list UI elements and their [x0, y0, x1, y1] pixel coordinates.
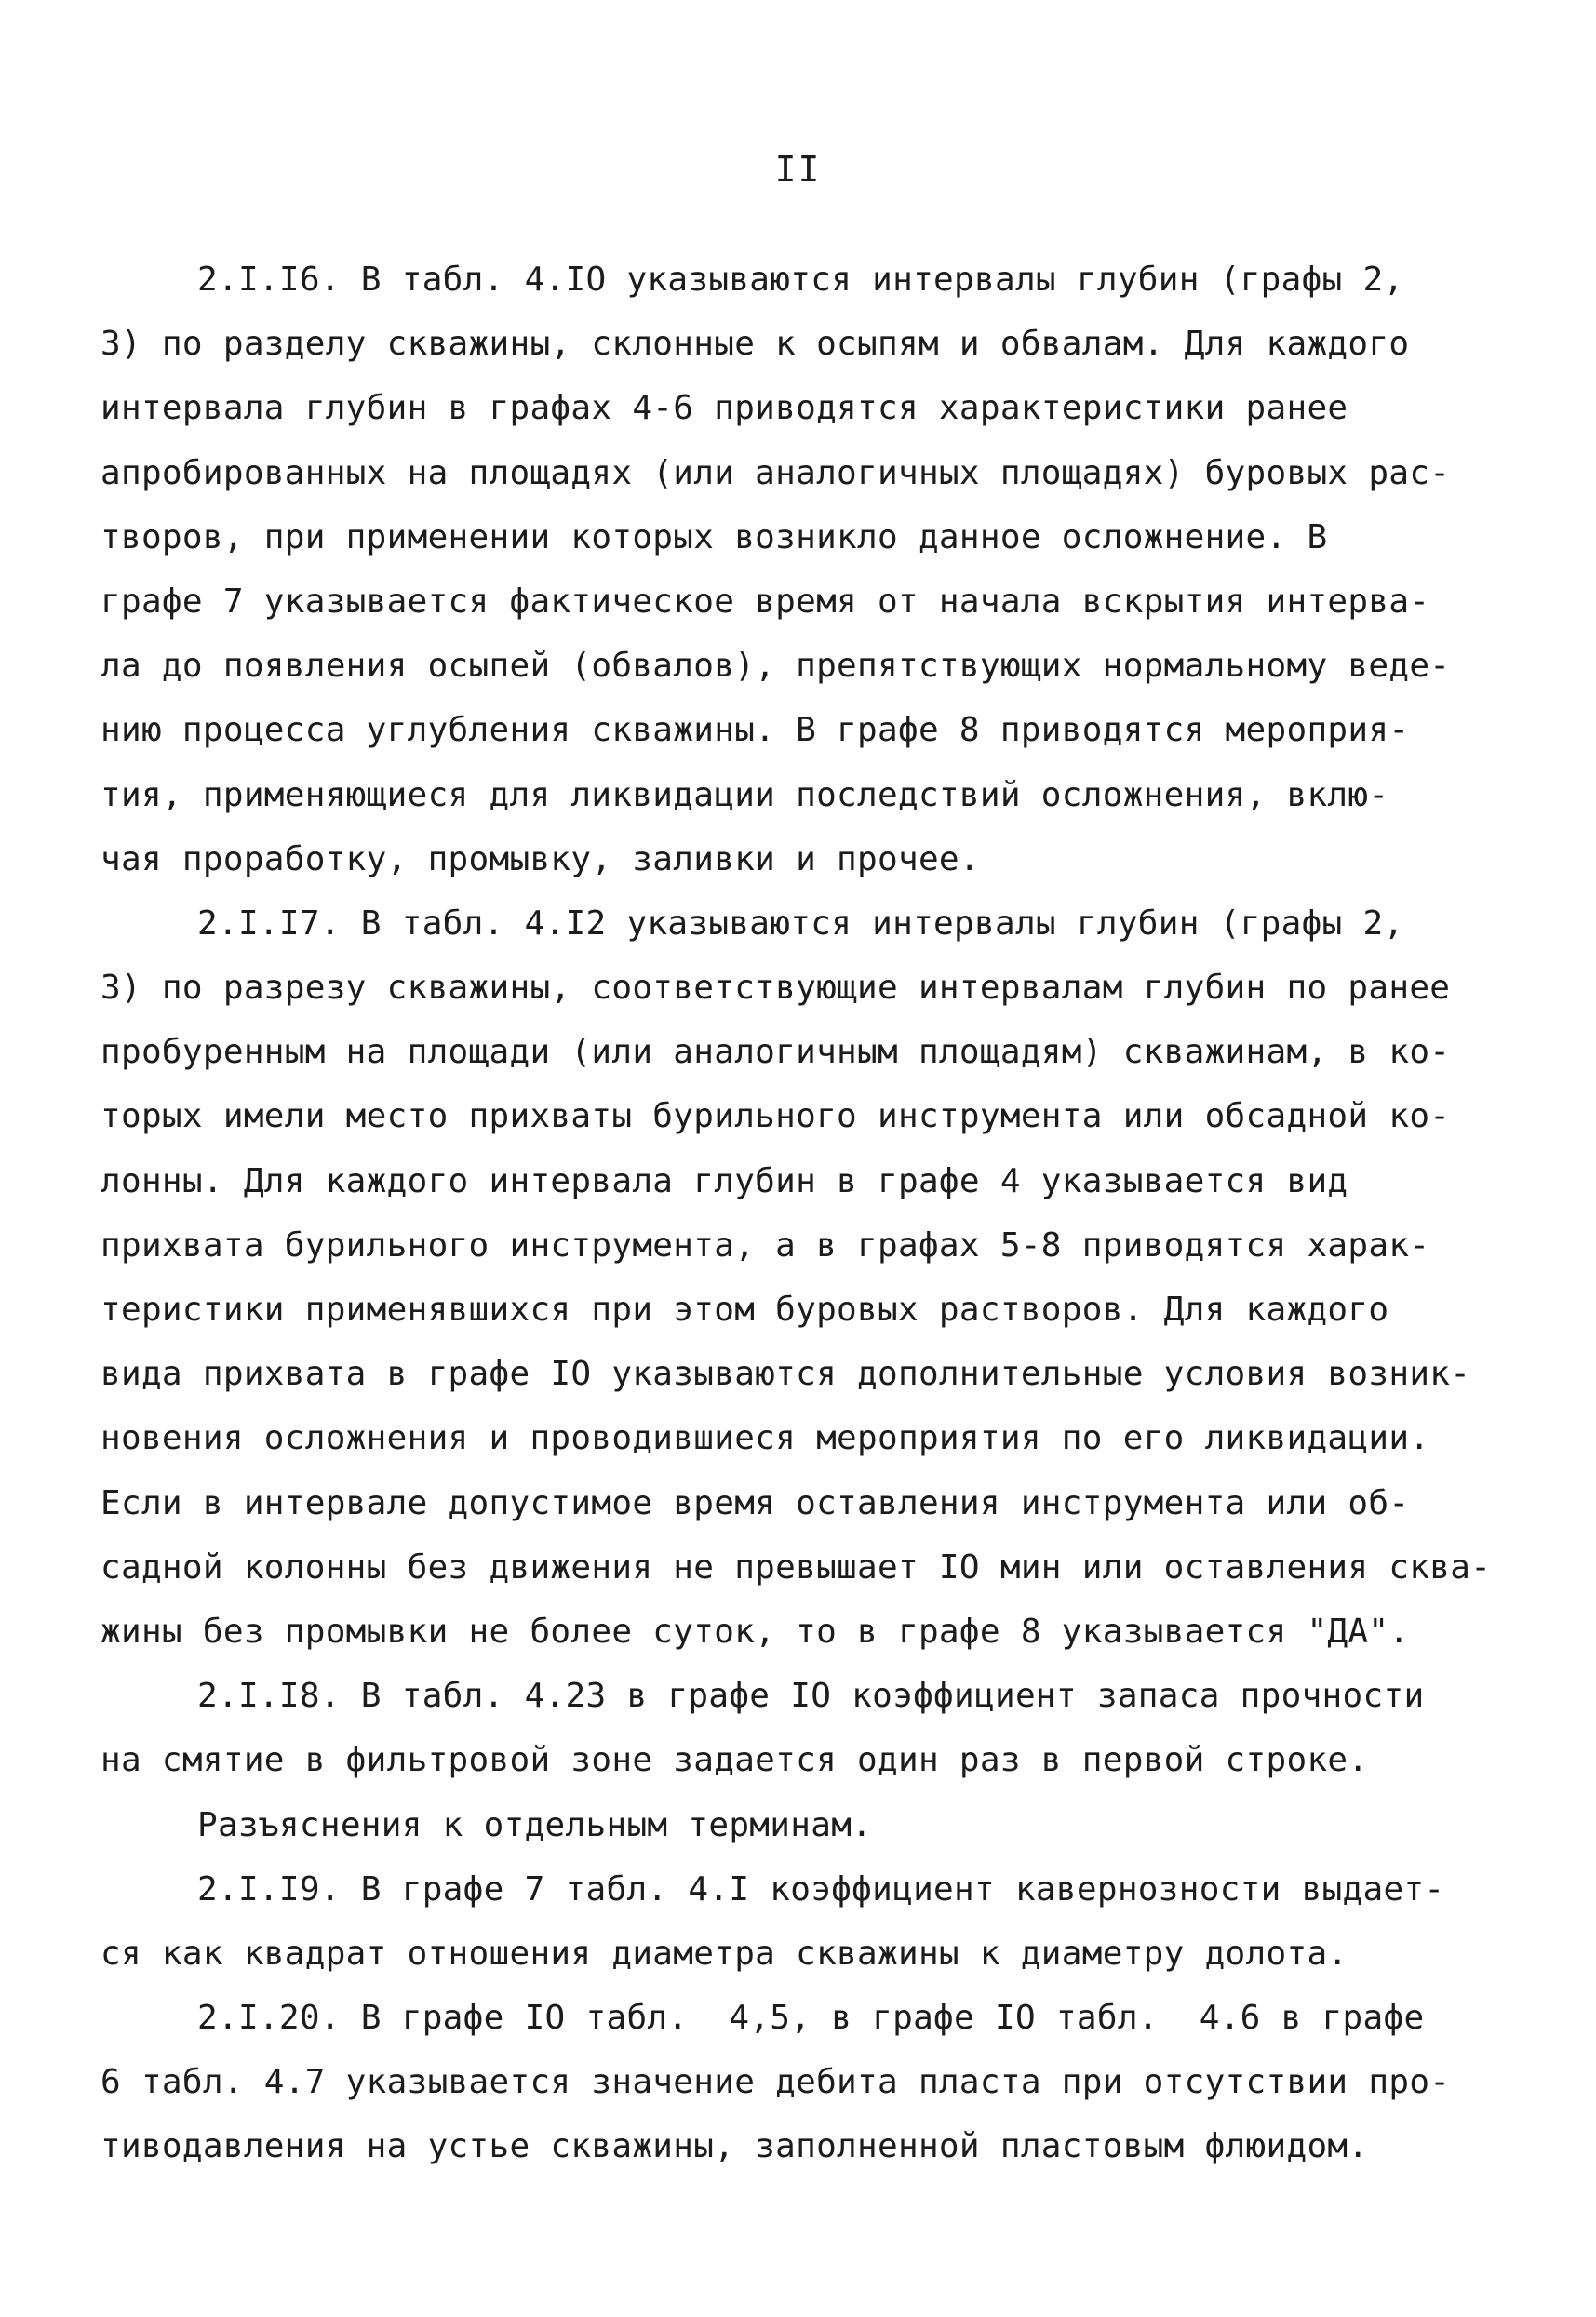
text-line: прихвата бурильного инструмента, а в графах 5-8 приводятся харак- — [101, 1225, 1430, 1265]
text-line: графе 7 указывается фактическое время от начала вскрытия интерва- — [101, 582, 1430, 621]
text-line: 2.I.I6. В табл. 4.IO указываются интервалы глубин (графы 2, — [197, 261, 1404, 299]
text-line: 2.I.I8. В табл. 4.23 в графе IO коэффициент запаса прочности — [197, 1677, 1425, 1716]
text-line: 2.I.I9. В графе 7 табл. 4.I коэффициент кавернозности выдает- — [197, 1869, 1445, 1909]
text-line: ла до появления осыпей (обвалов), препятствующих нормальному веде- — [101, 647, 1451, 686]
text-line: 2.I.I7. В табл. 4.I2 указываются интервалы глубин (графы 2, — [197, 904, 1404, 943]
text-line: вида прихвата в графе IO указываются дополнительные условия возник- — [101, 1355, 1471, 1394]
text-line: тия, применяющиеся для ликвидации последствий осложнения, вклю- — [101, 775, 1389, 814]
text-line: тиводавления на устье скважины, заполненной пластовым флюидом. — [101, 2127, 1369, 2166]
paragraph-2-1-17 — [101, 891, 1496, 1664]
paragraph-terms-heading — [101, 1793, 1496, 1857]
text-line: чая проработку, промывку, заливки и прочее. — [101, 839, 980, 878]
text-line: торых имели место прихваты бурильного инструмента или обсадной ко- — [101, 1097, 1451, 1136]
section-heading: Разъяснения к отдельным терминам. — [197, 1805, 873, 1844]
text-line: 3) по разделу скважины, склонные к осыпям и обвалам. Для каждого — [101, 325, 1410, 364]
body-text — [101, 248, 1496, 2179]
text-line: Если в интервале допустимое время оставления инструмента или об- — [101, 1483, 1410, 1522]
text-line: садной колонны без движения не превышает IO мин или оставления сква- — [101, 1547, 1492, 1587]
text-line: 2.I.20. В графе IO табл. 4,5, в графе IO табл. 4.6 в графе — [197, 1999, 1425, 2038]
text-line: нию процесса углубления скважины. В графе 8 приводятся мероприя- — [101, 711, 1410, 750]
page-number: II — [774, 149, 822, 190]
text-line: апробированных на площадях (или аналогичных площадях) буровых рас- — [101, 453, 1451, 492]
text-line: лонны. Для каждого интервала глубин в графе 4 указывается вид — [101, 1161, 1348, 1200]
text-line: 3) по разрезу скважины, соответствующие интервалам глубин по ранее — [101, 969, 1451, 1008]
text-line: пробуренным на площади (или аналогичным площадям) скважинам, в ко- — [101, 1033, 1451, 1072]
paragraph-2-1-20 — [101, 1986, 1496, 2179]
paragraph-2-1-18 — [101, 1664, 1496, 1792]
text-line: на смятие в фильтровой зоне задается один раз в первой строке. — [101, 1741, 1369, 1780]
paragraph-2-1-16 — [101, 248, 1496, 891]
text-line: ся как квадрат отношения диаметра скважины к диаметру долота. — [101, 1934, 1348, 1973]
text-line: творов, при применении которых возникло данное осложнение. В — [101, 517, 1328, 556]
text-line: теристики применявшихся при этом буровых растворов. Для каждого — [101, 1291, 1389, 1329]
text-line: интервала глубин в графах 4-6 приводятся характеристики ранее — [101, 389, 1348, 428]
text-line: жины без промывки не более суток, то в графе 8 указывается "ДА". — [101, 1612, 1410, 1651]
text-line: новения осложнения и проводившиеся мероприятия по его ликвидации. — [101, 1419, 1430, 1458]
text-line: 6 табл. 4.7 указывается значение дебита пласта при отсутствии про- — [101, 2063, 1451, 2102]
paragraph-2-1-19 — [101, 1857, 1496, 1986]
